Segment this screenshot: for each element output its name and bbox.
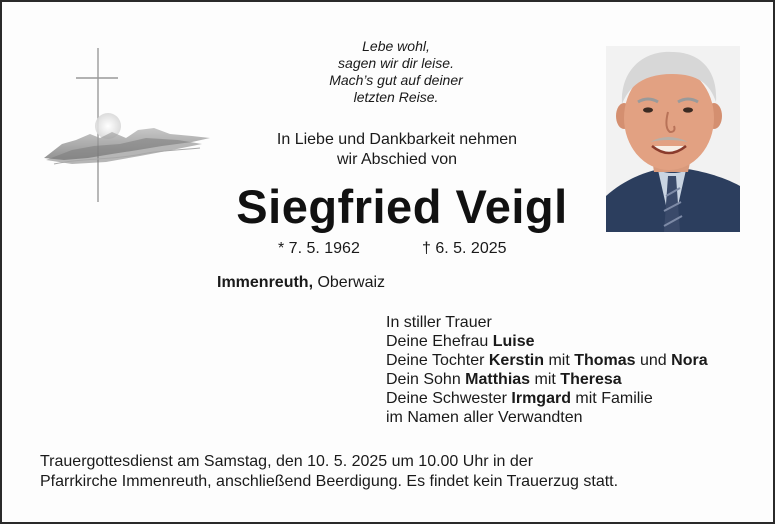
funeral-service-notice <box>40 452 618 492</box>
deceased-name: Siegfried Veigl <box>236 180 568 233</box>
mourners-line-wife <box>386 332 708 351</box>
poem-line: letzten Reise. <box>353 89 439 105</box>
mourners-text: und <box>635 352 672 369</box>
hometown <box>217 274 385 292</box>
mourners-text: Deine Ehefrau <box>386 333 493 350</box>
mourners-text: Deine Tochter <box>386 352 489 369</box>
poem-line: Lebe wohl, <box>362 38 430 54</box>
hometown-sub: Oberwaiz <box>313 274 386 291</box>
intro-line: wir Abschied von <box>336 151 458 168</box>
intro-text <box>242 130 552 170</box>
poem-line: Mach’s gut auf deiner <box>329 72 463 88</box>
mourner-name: Nora <box>671 352 708 369</box>
mourners-line: In stiller Trauer <box>386 314 492 331</box>
mourners-text: mit <box>530 371 561 388</box>
service-line: Pfarrkirche Immenreuth, anschließend Beerdigung. Es findet kein Trauerzug statt. <box>40 473 619 490</box>
service-line: Trauergottesdienst am Samstag, den 10. 5. 2025 um 10.00 Uhr in der <box>40 453 534 470</box>
mourners-line-daughter <box>386 351 708 370</box>
mourner-name: Matthias <box>465 371 531 388</box>
mourners-text: Dein Sohn <box>386 371 466 388</box>
mourner-name: Kerstin <box>488 352 544 369</box>
farewell-poem <box>272 38 520 106</box>
mourners-text: mit Familie <box>570 390 653 407</box>
mourners-text: mit <box>544 352 575 369</box>
birth-date: * 7. 5. 1962 <box>278 240 360 257</box>
death-date: † 6. 5. 2025 <box>422 240 507 257</box>
mourner-name: Luise <box>492 333 535 350</box>
poem-line: sagen wir dir leise. <box>338 55 454 71</box>
mourners-line: im Namen aller Verwandten <box>386 409 583 426</box>
intro-line: In Liebe und Dankbarkeit nehmen <box>276 131 518 148</box>
mourners-list <box>386 313 708 427</box>
life-dates <box>272 240 532 260</box>
hometown-main: Immenreuth, <box>217 274 314 291</box>
mourners-line-son <box>386 370 708 389</box>
mourner-name: Thomas <box>574 352 636 369</box>
mourners-line-sister <box>386 389 708 408</box>
mourner-name: Irmgard <box>511 390 571 407</box>
portrait-photo <box>606 46 740 232</box>
mourners-text: Deine Schwester <box>386 390 512 407</box>
mourner-name: Theresa <box>560 371 622 388</box>
